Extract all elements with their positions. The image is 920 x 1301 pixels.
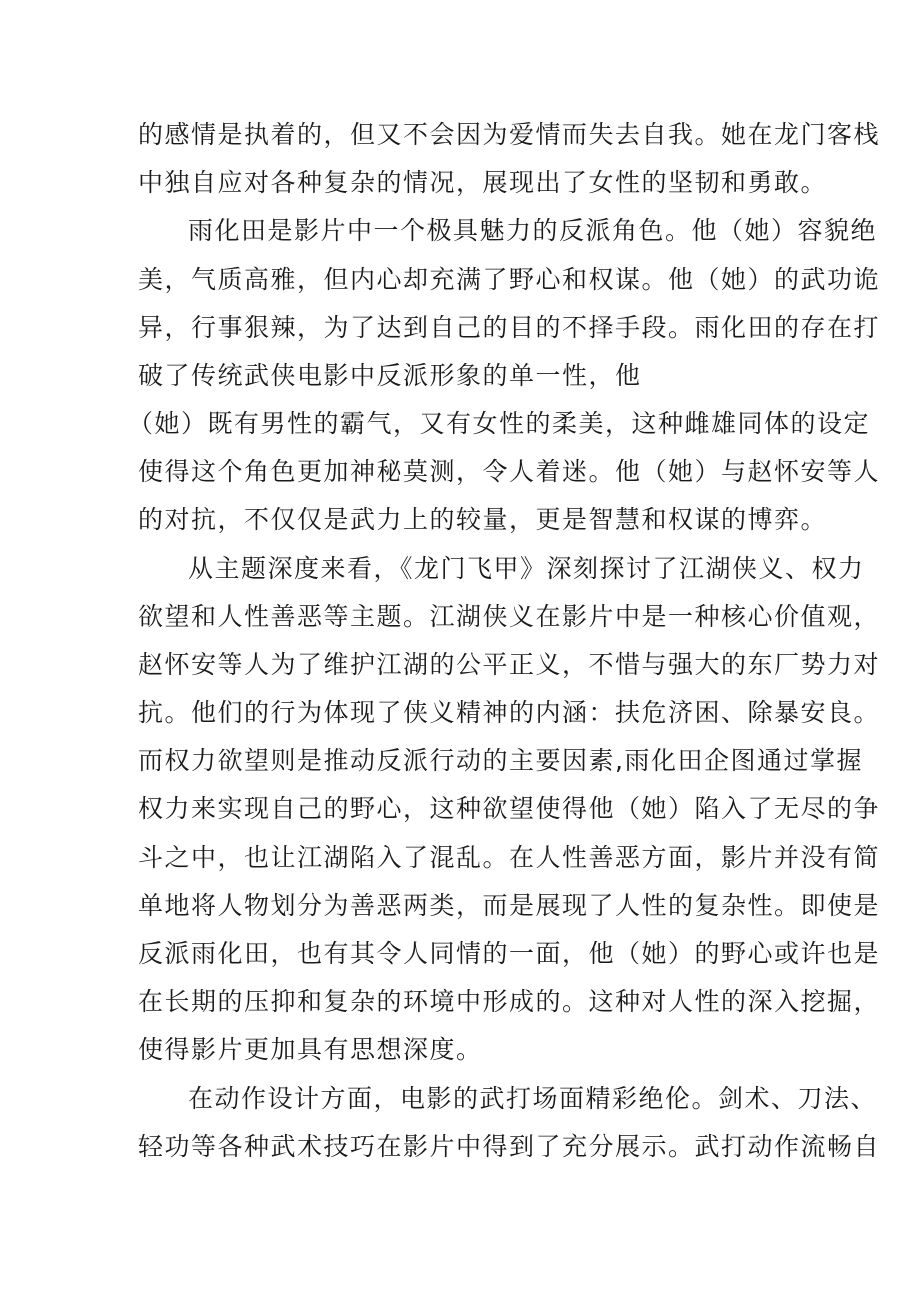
paragraph-first-line: 在动作设计方面，电影的武打场面精彩绝伦。剑术、刀法、 [188, 1084, 878, 1113]
text-line: 反派雨化田，也有其令人同情的一面，他（她）的野心或许也是 [138, 939, 881, 968]
text-line: 使得影片更加具有思想深度。 [138, 1035, 483, 1064]
text-line: 破了传统武侠电影中反派形象的单一性，他 [138, 361, 642, 390]
text-line: 抗。他们的行为体现了侠义精神的内涵：扶危济困、除暴安良。 [138, 698, 881, 727]
text-line: 赵怀安等人为了维护江湖的公平正义，不惜与强大的东厂势力对 [138, 650, 881, 679]
text-line: 单地将人物划分为善恶两类，而是展现了人性的复杂性。即使是 [138, 891, 881, 920]
text-line: 斗之中，也让江湖陷入了混乱。在人性善恶方面，影片并没有简 [138, 843, 881, 872]
text-line: 使得这个角色更加神秘莫测，令人着迷。他（她）与赵怀安等人 [138, 457, 881, 486]
text-line: 轻功等各种武术技巧在影片中得到了充分展示。武打动作流畅自 [138, 1132, 881, 1161]
text-line: 欲望和人性善恶等主题。江湖侠义在影片中是一种核心价值观， [138, 602, 881, 631]
text-line: 的对抗，不仅仅是武力上的较量，更是智慧和权谋的博弈。 [138, 505, 828, 534]
text-line: （她）既有男性的霸气，又有女性的柔美，这种雌雄同体的设定 [128, 409, 871, 438]
text-line: 而权力欲望则是推动反派行动的主要因素,雨化田企图通过掌握 [138, 746, 863, 775]
paragraph-first-line: 从主题深度来看，《龙门飞甲》深刻探讨了江湖侠义、权力 [188, 554, 865, 583]
text-line: 的感情是执着的，但又不会因为爱情而失去自我。她在龙门客栈 [138, 120, 881, 149]
text-line: 中独自应对各种复杂的情况，展现出了女性的坚韧和勇敢。 [138, 168, 828, 197]
paragraph-first-line: 雨化田是影片中一个极具魅力的反派角色。他（她）容貌绝 [188, 216, 878, 245]
text-line: 权力来实现自己的野心，这种欲望使得他（她）陷入了无尽的争 [138, 794, 881, 823]
text-line: 美，气质高雅，但内心却充满了野心和权谋。他（她）的武功诡 [138, 265, 881, 294]
text-line: 在长期的压抑和复杂的环境中形成的。这种对人性的深入挖掘， [138, 987, 881, 1016]
text-line: 异，行事狠辣，为了达到自己的目的不择手段。雨化田的存在打 [138, 313, 881, 342]
